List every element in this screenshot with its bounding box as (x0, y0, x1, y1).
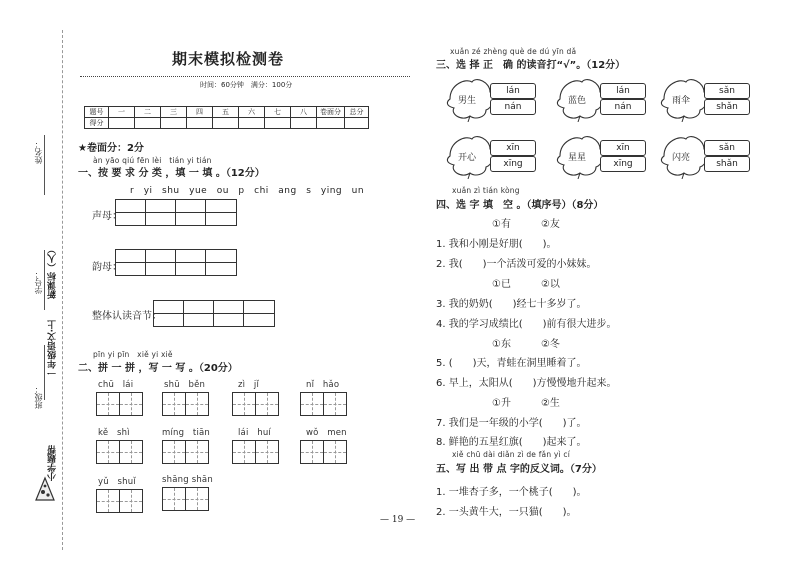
exam-info: 时间：60分钟 满分：100分 (200, 81, 293, 89)
pinyin-option-b[interactable]: nán (600, 99, 646, 115)
edition-label: 新课标（人） (48, 245, 58, 299)
leaf-word: 蓝色 (568, 96, 587, 106)
score-header-cell: 卷面分 (317, 107, 345, 118)
word-item (96, 378, 142, 416)
word-pinyin: kě shì (98, 428, 130, 438)
score-header-cell: 六 (239, 107, 265, 118)
pronunciation-item (660, 133, 770, 179)
blank-cell[interactable] (146, 263, 176, 275)
binding-line (62, 30, 63, 550)
q1-letters: r yi shu yue ou p chi ang s ying un (130, 186, 365, 196)
brand-label: 小学题帮 (48, 445, 58, 481)
student-id-label: 学号： (34, 270, 43, 294)
score-header-cell: 总分 (345, 107, 369, 118)
q1-pinyin: àn yāo qiú fēn lèi tián yi tián (93, 156, 212, 165)
page-title: 期末模拟检测卷 (172, 50, 285, 68)
blank-cell[interactable] (176, 200, 206, 212)
score-cell[interactable] (135, 118, 161, 129)
yunmu-grid (115, 249, 237, 276)
class-line (44, 345, 45, 400)
q5-sentence-2: 2. 一头黄牛大，一只猫( )。 (436, 507, 577, 518)
zhengti-label: 整体认读音节： (92, 311, 162, 322)
tianzi-boxes[interactable] (162, 440, 210, 464)
word-pinyin: wǒ men (306, 428, 347, 438)
word-item (162, 475, 213, 511)
pinyin-option-b[interactable]: shǎn (704, 156, 750, 172)
tianzi-boxes[interactable] (232, 440, 278, 464)
blank-cell[interactable] (146, 250, 176, 262)
score-header-cell: 七 (265, 107, 291, 118)
pinyin-option-a[interactable]: lán (490, 83, 536, 99)
pronunciation-item (556, 76, 666, 122)
q4-title: 四、选 字 填 空 。（填序号）（8分） (436, 200, 604, 211)
pinyin-option-b[interactable]: nán (490, 99, 536, 115)
score-cell[interactable] (345, 118, 369, 129)
blank-cell[interactable] (116, 200, 146, 212)
q1-title: 一、按 要 求 分 类 ，填 一 填 。（12分） (78, 168, 265, 179)
q4-sentence-1: 1. 我和小刚是好朋( )。 (436, 239, 557, 250)
score-table (84, 106, 369, 129)
word-item (162, 426, 210, 464)
score-table-score-row (85, 118, 369, 129)
score-header-cell: 一 (109, 107, 135, 118)
q4-pinyin: xuǎn zì tián kòng (452, 186, 520, 195)
pronunciation-item (660, 76, 770, 122)
blank-cell[interactable] (176, 250, 206, 262)
word-pinyin: nǐ hǎo (306, 380, 340, 390)
blank-cell[interactable] (206, 250, 236, 262)
score-cell[interactable] (239, 118, 265, 129)
word-pinyin: shū běn (164, 380, 206, 390)
blank-cell[interactable] (214, 314, 244, 326)
yunmu-label: 韵母： (92, 262, 122, 273)
tianzi-boxes[interactable] (162, 392, 208, 416)
q3-title: 三、选 择 正 确 的读音打“√”。（12分） (436, 60, 626, 71)
score-cell[interactable] (265, 118, 291, 129)
pinyin-option-b[interactable]: xīng (600, 156, 646, 172)
name-line (44, 135, 45, 195)
blank-cell[interactable] (146, 200, 176, 212)
q4-sentence-7: 7. 我们是一年级的小学( )了。 (436, 418, 587, 429)
student-id-line (44, 250, 45, 310)
shengmu-grid (115, 199, 237, 226)
pinyin-option-a[interactable]: sǎn (704, 83, 750, 99)
leaf-word: 男生 (458, 96, 477, 106)
word-pinyin: yǔ shuǐ (98, 477, 136, 487)
score-cell[interactable] (161, 118, 187, 129)
page-number: — 19 — (380, 515, 416, 525)
score-header-cell: 二 (135, 107, 161, 118)
neatness-score: ★卷面分：2分 (78, 143, 144, 154)
score-header-cell: 八 (291, 107, 317, 118)
blank-cell[interactable] (184, 314, 214, 326)
q4-sentence-3: 3. 我的奶奶( )经七十多岁了。 (436, 299, 587, 310)
score-header-cell: 四 (187, 107, 213, 118)
blank-cell[interactable] (176, 213, 206, 225)
tianzi-boxes[interactable] (300, 392, 346, 416)
name-label: 姓名： (34, 140, 43, 164)
q3-pinyin: xuǎn zé zhèng què de dú yīn dǎ (450, 47, 577, 56)
blank-cell[interactable] (206, 200, 236, 212)
pinyin-option-a[interactable]: lán (600, 83, 646, 99)
score-cell[interactable] (187, 118, 213, 129)
word-item (96, 426, 142, 464)
zhengti-grid (153, 300, 275, 327)
blank-cell[interactable] (244, 314, 274, 326)
score-cell[interactable] (317, 118, 345, 129)
class-label: 班级： (34, 385, 43, 409)
word-pinyin: chū lái (98, 380, 134, 390)
leaf-word: 闪亮 (672, 153, 691, 163)
q4-sentence-4: 4. 我的学习成绩比( )前有很大进步。 (436, 319, 617, 330)
q4-options-1: ①有 ②友 (492, 219, 560, 230)
q5-sentence-1: 1. 一堆杏子多，一个桃子( )。 (436, 487, 587, 498)
subject-label: 一年级语文·上 (48, 320, 58, 378)
word-pinyin: zì jǐ (238, 380, 260, 390)
blank-cell[interactable] (116, 250, 146, 262)
word-pinyin: míng tiān (162, 428, 211, 438)
leaf-word: 雨伞 (672, 96, 691, 106)
q4-options-3: ①东 ②冬 (492, 339, 560, 350)
score-header-cell: 三 (161, 107, 187, 118)
shengmu-label: 声母： (92, 211, 122, 222)
title-rule (80, 76, 410, 77)
score-header-cell: 五 (213, 107, 239, 118)
word-item (232, 426, 278, 464)
q2-pinyin: pīn yi pīn xiě yi xiě (93, 350, 173, 359)
tianzi-boxes[interactable] (96, 489, 142, 513)
blank-cell[interactable] (154, 301, 184, 313)
q4-sentence-8: 8. 鲜艳的五星红旗( )起来了。 (436, 437, 587, 448)
word-item (162, 378, 208, 416)
blank-cell[interactable] (176, 263, 206, 275)
word-item (300, 426, 347, 464)
brand-logo-icon (32, 474, 58, 504)
q4-options-4: ①升 ②生 (492, 398, 560, 409)
blank-cell[interactable] (154, 314, 184, 326)
q4-sentence-5: 5. ( )天，青蛙在洞里睡着了。 (436, 358, 587, 369)
blank-cell[interactable] (116, 213, 146, 225)
blank-cell[interactable] (214, 301, 244, 313)
blank-cell[interactable] (116, 263, 146, 275)
tianzi-boxes[interactable] (162, 487, 213, 511)
blank-cell[interactable] (206, 213, 236, 225)
word-item (300, 378, 346, 416)
q4-sentence-6: 6. 早上，太阳从( )方慢慢地升起来。 (436, 378, 617, 389)
word-pinyin: lái huí (238, 428, 271, 438)
score-cell[interactable] (109, 118, 135, 129)
word-item (96, 475, 142, 513)
pronunciation-item (446, 76, 556, 122)
q2-title: 二、拼 一 拼 ，写 一 写 。（20分） (78, 363, 238, 374)
pinyin-option-b[interactable]: xīng (490, 156, 536, 172)
pinyin-option-a[interactable]: sǎn (704, 140, 750, 156)
leaf-word: 星星 (568, 153, 587, 163)
score-cell[interactable] (213, 118, 239, 129)
blank-cell[interactable] (244, 301, 274, 313)
pinyin-option-b[interactable]: shǎn (704, 99, 750, 115)
tianzi-boxes[interactable] (96, 392, 142, 416)
blank-cell[interactable] (206, 263, 236, 275)
blank-cell[interactable] (146, 213, 176, 225)
q5-title: 五、写 出 带 点 字的反义词。（7分） (436, 464, 602, 475)
score-header-cell: 题号 (85, 107, 109, 118)
pinyin-option-a[interactable]: xīn (600, 140, 646, 156)
tianzi-boxes[interactable] (300, 440, 347, 464)
pinyin-option-a[interactable]: xīn (490, 140, 536, 156)
word-item (232, 378, 278, 416)
score-cell[interactable] (291, 118, 317, 129)
score-row-label: 得分 (85, 118, 109, 129)
score-table-header-row (85, 107, 369, 118)
q5-pinyin: xiě chū dài diǎn zì de fǎn yì cí (452, 450, 570, 459)
leaf-word: 开心 (458, 153, 477, 163)
pronunciation-item (556, 133, 666, 179)
tianzi-boxes[interactable] (96, 440, 142, 464)
q4-sentence-2: 2. 我( )一个活泼可爱的小妹妹。 (436, 259, 597, 270)
q4-options-2: ①已 ②以 (492, 279, 560, 290)
tianzi-boxes[interactable] (232, 392, 278, 416)
word-pinyin: shāng shān (162, 475, 213, 485)
pronunciation-item (446, 133, 556, 179)
blank-cell[interactable] (184, 301, 214, 313)
